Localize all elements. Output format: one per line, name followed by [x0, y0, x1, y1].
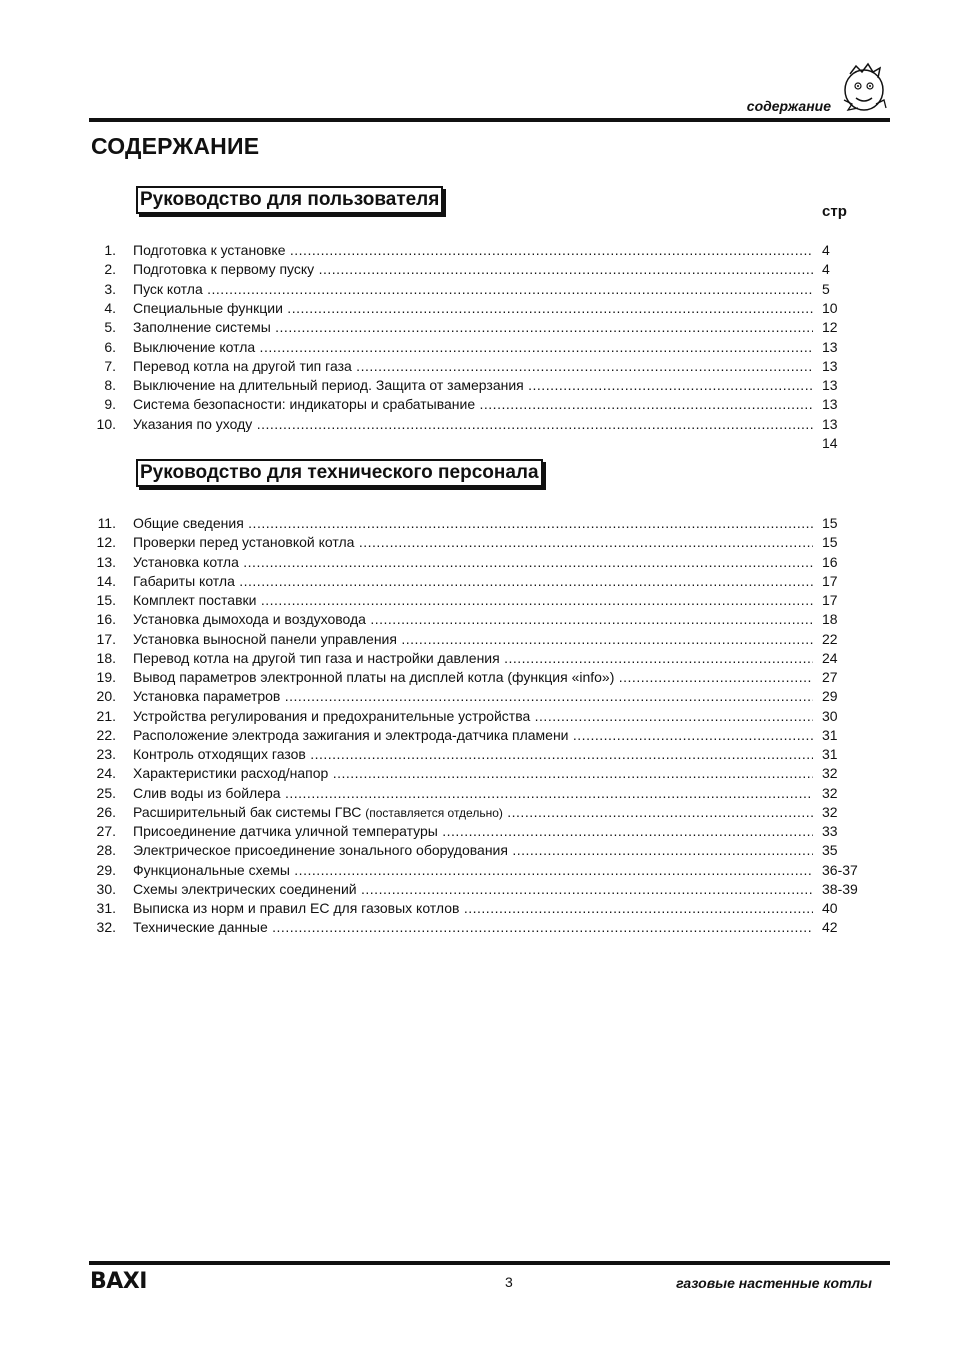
toc-entry [0, 280, 954, 299]
toc-entry-title [133, 745, 813, 764]
toc-entry-page: 17 [822, 592, 838, 608]
toc-entry-title-text: Подготовка к первому пуску [133, 261, 315, 278]
toc-entry [0, 822, 954, 841]
footer-rule [89, 1261, 890, 1265]
toc-entry-title [133, 899, 813, 918]
toc-entry-number: 14. [96, 572, 116, 589]
toc-entry-page: 32 [822, 803, 838, 820]
toc-entry-number: 9. [104, 396, 116, 413]
toc-entry-title-text: Установка котла [133, 553, 239, 570]
toc-entry-page: 13 [822, 415, 838, 432]
toc-entry-title-text: Выключение на длительный период. Защита от замерзания [133, 377, 524, 394]
toc-entry-number: 31. [96, 900, 116, 916]
toc-entry-title-text: Схемы электрических соединений [133, 880, 357, 897]
toc-entry-title-text: Система безопасности: индикаторы и срабатывание [133, 396, 476, 413]
toc-entry-number: 24. [96, 765, 116, 782]
toc-entry [0, 687, 954, 706]
toc-entry-title [133, 395, 813, 414]
toc-entry [0, 299, 954, 318]
toc-entry-title-text: Слив воды из бойлера [133, 784, 281, 801]
toc-entry-number: 4. [104, 299, 116, 316]
toc-entry-title-text: Расширительный бак системы ГВС [133, 803, 362, 820]
toc-entry [0, 591, 954, 610]
toc-entry-note: (поставляется отдельно) [365, 805, 503, 820]
toc-entry-title [133, 376, 813, 395]
toc-entry [0, 610, 954, 629]
toc-entry-title [133, 918, 813, 937]
toc-entry-title-text: Вывод параметров электронной платы на дисплей котла (функция «info») [133, 669, 615, 685]
toc-entry [0, 260, 954, 279]
toc-entry [0, 395, 954, 414]
toc-entry-number: 22. [96, 726, 116, 743]
toc-entry-number: 27. [96, 823, 116, 839]
toc-entry-number: 7. [104, 357, 116, 374]
toc-entry-title [133, 280, 813, 299]
toc-entry [0, 726, 954, 745]
toc-entry-number: 19. [96, 669, 116, 685]
toc-entry-title [133, 784, 813, 803]
toc-entry-number: 13. [96, 553, 116, 570]
toc-entry [0, 318, 954, 337]
toc-entry [0, 861, 954, 880]
toc-entry [0, 649, 954, 668]
toc-entry-title-text: Выписка из норм и правил ЕС для газовых котлов [133, 900, 460, 916]
toc-entry-number: 1. [104, 242, 116, 258]
toc-entry-title [133, 649, 813, 668]
toc-entry-page: 32 [822, 784, 838, 801]
toc-entry-title-text: Комплект поставки [133, 592, 257, 608]
tech-section-title: Руководство для технического персонала [136, 459, 543, 487]
toc-entry-title-text: Установка выносной панели управления [133, 630, 397, 647]
toc-entry-title [133, 687, 813, 706]
toc-entry-page: 40 [822, 900, 838, 916]
toc-entry [0, 764, 954, 783]
toc-entry [0, 745, 954, 764]
toc-entry-page: 18 [822, 611, 838, 628]
toc-entry [0, 533, 954, 552]
user-section-title: Руководство для пользователя [136, 186, 443, 214]
toc-entry-page: 15 [822, 534, 838, 551]
toc-entry-title-text: Контроль отходящих газов [133, 746, 306, 762]
toc-entry [0, 880, 954, 899]
toc-entry-title-text: Проверки перед установкой котла [133, 534, 355, 551]
toc-entry-page: 38-39 [822, 880, 858, 897]
toc-entry-title-text: Пуск котла [133, 280, 203, 297]
toc-entry-title [133, 415, 813, 434]
toc-entry-number: 6. [104, 338, 116, 355]
toc-entry-title [133, 338, 813, 357]
toc-entry-page: 13 [822, 377, 838, 394]
toc-entry-title [133, 822, 813, 841]
running-header: содержание [746, 98, 831, 114]
toc-entry-page: 30 [822, 707, 838, 724]
toc-entry-title [133, 357, 813, 376]
toc-entry-number: 21. [96, 707, 116, 724]
page-title: СОДЕРЖАНИЕ [91, 133, 260, 159]
toc-entry-number: 8. [104, 377, 116, 394]
page-number: 3 [505, 1274, 513, 1290]
toc-entry [0, 357, 954, 376]
toc-entry-title [133, 726, 813, 745]
baxi-logo: BAXI [90, 1269, 147, 1294]
toc-entry-number: 18. [96, 649, 116, 666]
toc-entry-page: 10 [822, 299, 838, 316]
toc-entry-title [133, 553, 813, 572]
toc-entry-number: 17. [96, 630, 116, 647]
toc-entry-title [133, 861, 813, 880]
toc-entry-number: 3. [104, 280, 116, 297]
toc-entry-title-text: Габариты котла [133, 572, 235, 589]
toc-entry-page: 4 [822, 242, 830, 258]
toc-entry-title-text: Расположение электрода зажигания и электрода-датчика пламени [133, 726, 569, 743]
toc-entry-number: 30. [96, 880, 116, 897]
toc-entry-page: 35 [822, 842, 838, 859]
toc-entry-page: 4 [822, 261, 830, 278]
toc-entry-number: 23. [96, 746, 116, 762]
toc-entry-page: 31 [822, 726, 838, 743]
toc-entry-title [133, 241, 813, 260]
header-rule [89, 118, 890, 122]
toc-entry [0, 803, 954, 822]
toc-entry [0, 415, 954, 434]
toc-entry [0, 376, 954, 395]
toc-entry-title-text: Перевод котла на другой тип газа [133, 357, 352, 374]
toc-entry-title [133, 533, 813, 552]
toc-entry-title [133, 880, 813, 899]
toc-entry-page: 24 [822, 649, 838, 666]
page-column-header: стр [822, 203, 847, 220]
toc-entry-page: 12 [822, 319, 838, 336]
toc-entry-title-text: Установка дымохода и воздуховода [133, 611, 366, 628]
toc-entry-title-text: Технические данные [133, 919, 268, 936]
toc-entry-title-text: Указания по уходу [133, 415, 253, 432]
toc-entry [0, 918, 954, 937]
toc-entry-number: 20. [96, 688, 116, 705]
toc-entry [0, 784, 954, 803]
toc-entry-title [133, 764, 813, 783]
toc-entry-title-text: Перевод котла на другой тип газа и настройки давления [133, 649, 500, 666]
toc-entry [0, 668, 954, 687]
toc-entry-title-text: Установка параметров [133, 688, 281, 705]
toc-entry-page: 16 [822, 553, 838, 570]
toc-entry [0, 572, 954, 591]
toc-entry-page: 13 [822, 338, 838, 355]
toc-entry-title [133, 260, 813, 279]
toc-entry-title [133, 630, 813, 649]
toc-entry-title [133, 803, 813, 823]
toc-entry-title-text: Специальные функции [133, 299, 283, 316]
toc-entry-number: 16. [96, 611, 116, 628]
toc-entry [0, 841, 954, 860]
toc-entry-title-text: Устройства регулирования и предохранительные устройства [133, 707, 531, 724]
toc-entry-page: 27 [822, 669, 838, 685]
toc-entry-page: 33 [822, 823, 838, 839]
toc-entry-number: 25. [96, 784, 116, 801]
toc-entry [0, 514, 954, 533]
toc-entry-title [133, 841, 813, 860]
toc-entry-number: 29. [96, 861, 116, 878]
toc-entry-title [133, 668, 813, 687]
toc-entry [0, 553, 954, 572]
toc-entry-title-text: Присоединение датчика уличной температуры [133, 823, 438, 839]
toc-entry-page: 29 [822, 688, 838, 705]
toc-entry-title [133, 572, 813, 591]
toc-entry-page: 36-37 [822, 861, 858, 878]
toc-entry-page: 17 [822, 572, 838, 589]
toc-entry-number: 10. [96, 415, 116, 432]
toc-entry-page: 31 [822, 746, 838, 762]
toc-entry-title [133, 707, 813, 726]
toc-entry-number: 5. [104, 319, 116, 336]
toc-entry-number: 28. [96, 842, 116, 859]
toc-entry-number: 32. [96, 919, 116, 936]
toc-entry-number: 11. [97, 515, 116, 531]
toc-entry-title-text: Электрическое присоединение зонального оборудования [133, 842, 508, 859]
toc-entry-title-text: Заполнение системы [133, 319, 271, 336]
toc-entry-title-text: Общие сведения [133, 515, 244, 531]
toc-entry [0, 707, 954, 726]
toc-entry-title [133, 610, 813, 629]
toc-entry-title [133, 591, 813, 610]
toc-entry-page: 13 [822, 396, 838, 413]
toc-entry-page: 32 [822, 765, 838, 782]
mascot-icon [838, 60, 890, 114]
toc-entry [0, 241, 954, 260]
toc-extra-page: 14 [822, 435, 838, 451]
toc-entry-title [133, 299, 813, 318]
toc-entry-title-text: Подготовка к установке [133, 242, 286, 258]
toc-entry-title-text: Функциональные схемы [133, 861, 290, 878]
footer-caption: газовые настенные котлы [676, 1275, 872, 1291]
toc-entry-page: 13 [822, 357, 838, 374]
toc-entry-number: 26. [96, 803, 116, 820]
toc-entry-title [133, 318, 813, 337]
toc-entry-number: 2. [104, 261, 116, 278]
toc-entry-page: 5 [822, 280, 830, 297]
toc-entry-title-text: Выключение котла [133, 338, 256, 355]
toc-entry [0, 630, 954, 649]
toc-entry [0, 338, 954, 357]
toc-entry [0, 899, 954, 918]
toc-entry-page: 15 [822, 515, 838, 531]
toc-entry-page: 22 [822, 630, 838, 647]
toc-entry-title [133, 514, 813, 533]
toc-entry-number: 12. [96, 534, 116, 551]
toc-entry-page: 42 [822, 919, 838, 936]
toc-entry-number: 15. [96, 592, 116, 608]
toc-entry-title-text: Характеристики расход/напор [133, 765, 329, 782]
